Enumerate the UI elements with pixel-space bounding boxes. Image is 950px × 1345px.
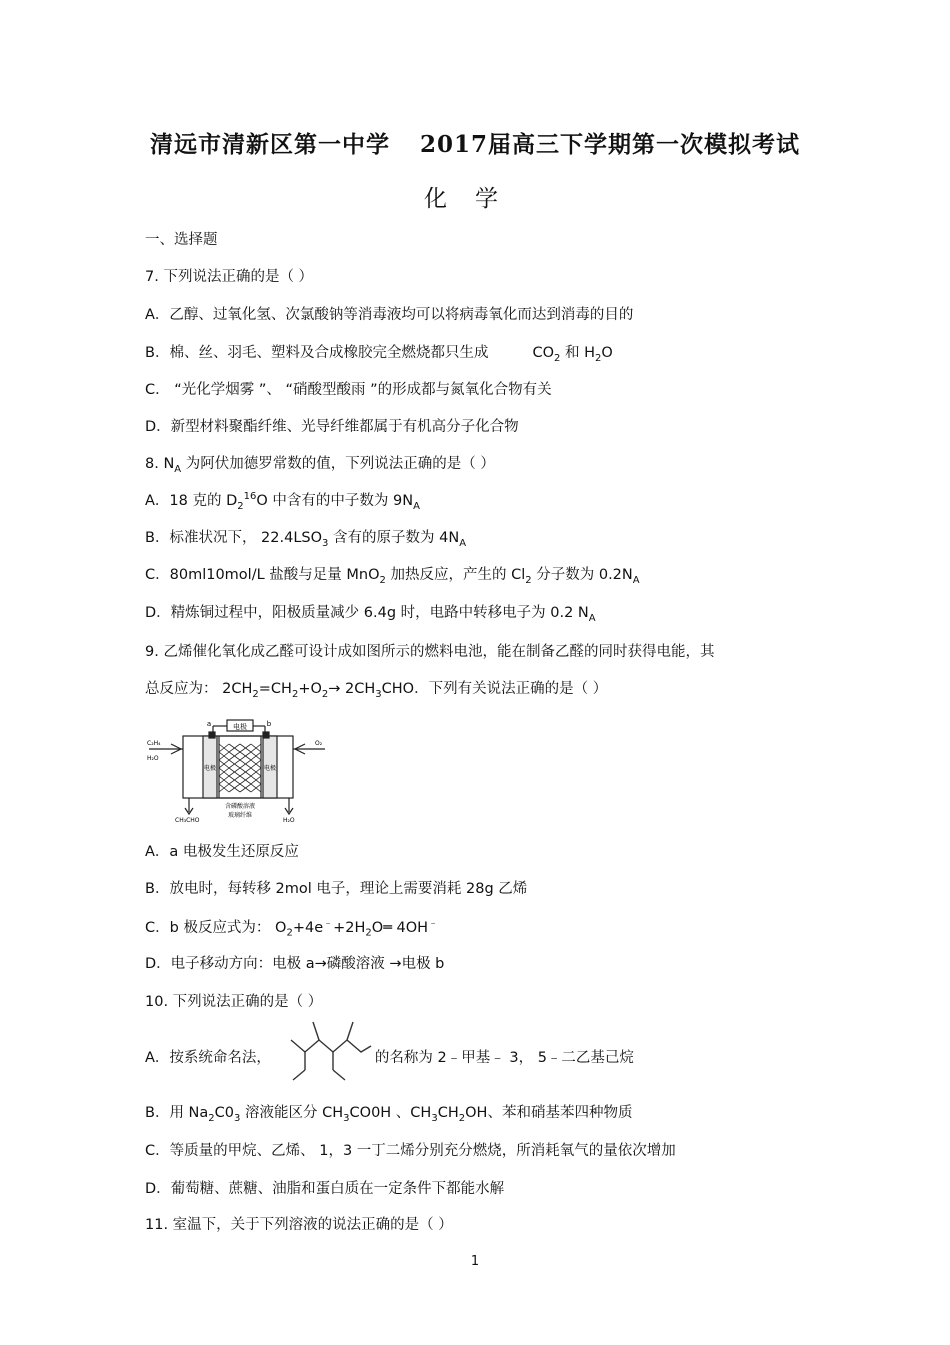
text: O═ 4OH xyxy=(371,919,429,936)
text: A．按系统命名法， xyxy=(145,1050,271,1066)
text: 加热反应，产生的 Cl xyxy=(385,567,526,583)
title-school: 清远市清新区第一中学 xyxy=(149,131,390,158)
question-9-option-c xyxy=(145,914,438,939)
text: 分子数为 0.2N xyxy=(531,567,633,583)
text: O 中含有的中子数为 9N xyxy=(256,493,414,509)
fuel-cell-diagram xyxy=(145,712,327,824)
text: =CH xyxy=(258,681,292,697)
text: +O xyxy=(298,681,322,697)
subscript: 3 xyxy=(343,1112,350,1124)
text: A．18 克的 D xyxy=(145,493,238,509)
title-exam: 届高三下学期第一次模拟考试 xyxy=(488,131,800,158)
question-8-option-c xyxy=(145,563,640,586)
question-9-option-a: A．a 电极发生还原反应 xyxy=(145,844,299,860)
label-glass-fiber: 玻璃纤维 xyxy=(227,812,253,819)
text: → 2CH xyxy=(328,681,376,697)
text: C．b 极反应式为： O xyxy=(145,919,287,936)
subscript: 3 xyxy=(431,1112,438,1124)
subscript: 2 xyxy=(237,500,244,512)
subscript: 2 xyxy=(595,352,602,364)
section-heading: 一、选择题 xyxy=(145,232,218,248)
text: CH xyxy=(437,1105,459,1121)
question-10-option-c: C．等质量的甲烷、乙烯、 1，3 一丁二烯分别充分燃烧，所消耗氧气的量依次增加 xyxy=(145,1143,676,1159)
subscript: 2 xyxy=(208,1112,215,1124)
subscript: 2 xyxy=(321,688,329,700)
label-left-electrode: 电极 xyxy=(203,765,217,772)
label-left-output: CH₃CHO xyxy=(175,817,200,824)
text: CHO．下列有关说法正确的是（ ） xyxy=(381,681,608,697)
text: B．棉、丝、羽毛、塑料及合成橡胶完全燃烧都只生成 xyxy=(145,345,489,361)
subscript: 2 xyxy=(554,352,561,364)
question-8-option-b xyxy=(145,526,466,549)
question-7-option-a: A．乙醇、过氧化氢、次氯酸钠等消毒液均可以将病毒氧化而达到消毒的目的 xyxy=(145,307,634,323)
text: +4e xyxy=(292,919,324,936)
text: B．标准状况下， 22.4LSO xyxy=(145,530,323,546)
page-number: 1 xyxy=(470,1254,480,1269)
text: O xyxy=(601,345,613,361)
subscript: 2 xyxy=(458,1112,466,1124)
subscript: 2 xyxy=(286,927,293,939)
text: C．80ml10mol/L 盐酸与足量 MnO xyxy=(145,567,380,583)
question-7-option-c: C． “光化学烟雾 ”、 “硝酸型酸雨 ”的形成都与氮氧化合物有关 xyxy=(145,382,552,398)
question-10-option-a xyxy=(145,1046,634,1067)
label-a: a xyxy=(206,720,212,728)
subscript: 2 xyxy=(252,688,259,700)
title-year: 2017 xyxy=(419,131,488,158)
subscript: A xyxy=(413,500,420,512)
question-11-stem: 11. 室温下，关于下列溶液的说法正确的是（ ） xyxy=(145,1217,453,1233)
subscript: 2 xyxy=(525,574,532,586)
subscript: A xyxy=(632,574,640,586)
question-10-stem: 10. 下列说法正确的是（ ） xyxy=(145,994,323,1010)
text: B．用 Na xyxy=(145,1105,209,1121)
skeletal-structure-formula xyxy=(287,1018,372,1086)
superscript: 16 xyxy=(243,491,257,503)
subscript: 3 xyxy=(375,688,382,700)
text: D．精炼铜过程中，阳极质量减少 6.4g 时，电路中转移电子为 0.2 N xyxy=(145,605,589,621)
text: CO xyxy=(532,345,554,361)
text: 含有的原子数为 4N xyxy=(328,530,460,546)
label-electrolyte: 含磷酸溶液 xyxy=(224,803,256,810)
label-left-input: C₂H₄ xyxy=(147,740,161,747)
subscript: 3 xyxy=(322,537,329,549)
label-right-electrode: 电极 xyxy=(263,765,277,772)
text: CO0H 、CH xyxy=(349,1105,432,1121)
subscript: A xyxy=(174,463,182,475)
subscript: 2 xyxy=(365,927,372,939)
text: 溶液能区分 CH xyxy=(240,1105,344,1121)
text: OH、苯和硝基苯四种物质 xyxy=(465,1105,633,1121)
superscript: ﹣ xyxy=(428,918,439,929)
subject-heading: 化学 xyxy=(424,186,526,212)
subscript: 2 xyxy=(291,688,299,700)
subscript: 3 xyxy=(234,1112,241,1124)
question-10-option-d: D．葡萄糖、蔗糖、油脂和蛋白质在一定条件下都能水解 xyxy=(145,1181,505,1197)
question-9-stem-line1: 9. 乙烯催化氧化成乙醛可设计成如图所示的燃料电池，能在制备乙醛的同时获得电能，其 xyxy=(145,644,715,660)
question-10-option-b xyxy=(145,1101,632,1124)
question-8-stem xyxy=(145,452,495,475)
text: 和 H xyxy=(564,345,595,361)
question-7-option-b xyxy=(145,341,613,364)
text: 的名称为 2﹣甲基﹣ 3， 5﹣二乙基己烷 xyxy=(374,1050,634,1066)
page-title xyxy=(0,126,950,159)
question-7-option-d: D．新型材料聚酯纤维、光导纤维都属于有机高分子化合物 xyxy=(145,419,519,435)
label-b: b xyxy=(266,720,272,728)
text: 8. N xyxy=(145,456,175,472)
question-8-option-a xyxy=(145,489,420,512)
label-right-output: H₂O xyxy=(283,817,295,824)
subscript: 2 xyxy=(379,574,386,586)
subscript: A xyxy=(459,537,467,549)
label-electrode: 电极 xyxy=(233,723,247,731)
superscript: ﹣ xyxy=(323,918,334,929)
label-left-input-water: H₂O xyxy=(147,755,159,762)
question-9-option-d: D．电子移动方向：电极 a→磷酸溶液 →电极 b xyxy=(145,956,445,972)
question-9-stem-line2 xyxy=(145,677,607,700)
text: 总反应为： 2CH xyxy=(145,681,253,697)
text: +2H xyxy=(333,919,366,936)
text: 为阿伏加德罗常数的值，下列说法正确的是（ ） xyxy=(181,456,495,472)
subscript: A xyxy=(588,612,596,624)
text: C0 xyxy=(214,1105,235,1121)
question-9-option-b: B．放电时，每转移 2mol 电子，理论上需要消耗 28g 乙烯 xyxy=(145,881,528,897)
question-8-option-d xyxy=(145,601,596,624)
label-right-input: O₂ xyxy=(315,740,323,747)
question-7-stem: 7. 下列说法正确的是（ ） xyxy=(145,269,314,285)
